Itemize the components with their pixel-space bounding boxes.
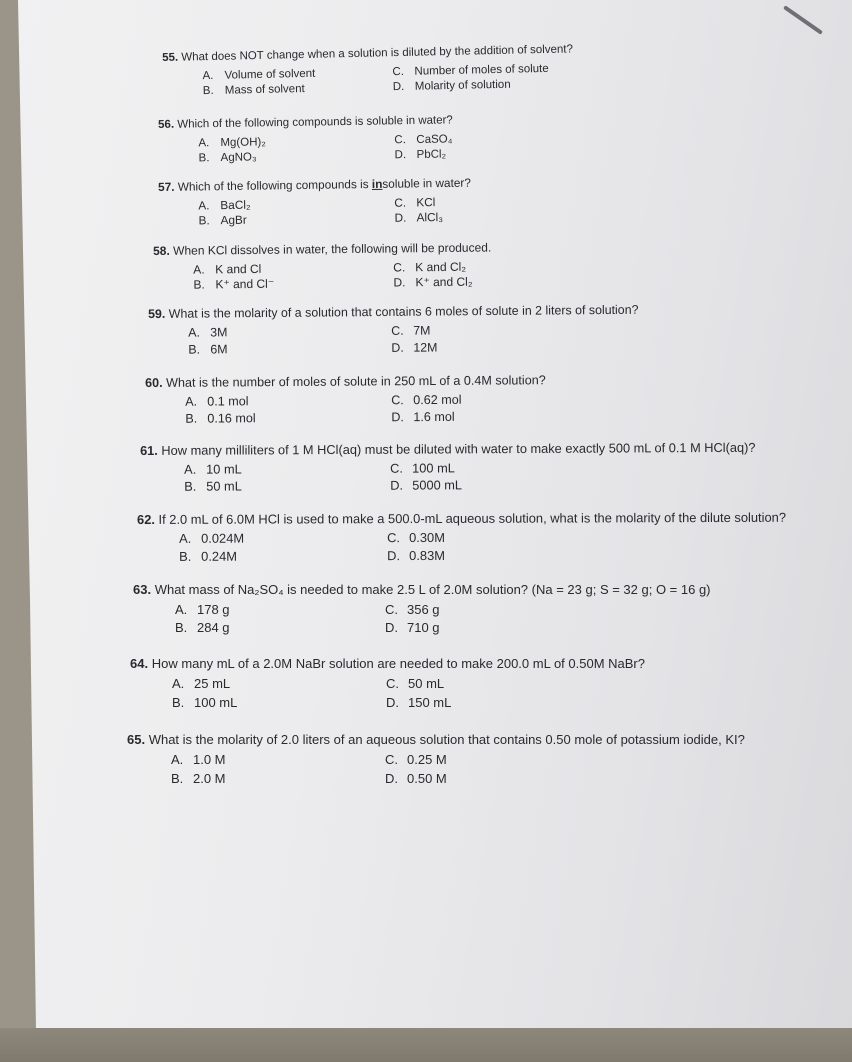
option-a[interactable]: A. Volume of solvent — [202, 67, 316, 83]
option-d[interactable]: D. 1.6 mol — [391, 409, 455, 425]
question-stem: 64. How many mL of a 2.0M NaBr solution are needed to make 200.0 mL of 0.50M NaBr? — [130, 656, 645, 671]
answer-options — [145, 388, 546, 425]
option-b[interactable]: B. 50 mL — [184, 478, 242, 494]
option-b[interactable]: B. 100 mL — [172, 695, 238, 710]
option-a[interactable]: A. 1.0 M — [171, 752, 226, 767]
question-stem: 56. Which of the following compounds is soluble in water? — [158, 114, 453, 131]
answer-options — [153, 255, 492, 293]
option-c[interactable]: C. 50 mL — [386, 676, 445, 691]
option-a[interactable]: A. K and Cl — [193, 261, 262, 277]
option-a[interactable]: A. 3M — [188, 325, 228, 340]
option-d[interactable]: D. 5000 mL — [390, 477, 463, 493]
table-surface — [0, 1028, 852, 1062]
question-59 — [148, 303, 639, 356]
answer-options — [158, 191, 471, 229]
option-b[interactable]: B. K⁺ and Cl⁻ — [193, 276, 275, 292]
question-64 — [130, 656, 645, 710]
option-b[interactable]: B. 0.24M — [179, 548, 238, 564]
option-d[interactable]: D. Molarity of solution — [392, 78, 511, 94]
option-b[interactable]: B. 284 g — [175, 620, 230, 635]
option-a[interactable]: A. 178 g — [175, 602, 230, 617]
option-c[interactable]: C. K and Cl₂ — [393, 259, 467, 275]
option-b[interactable]: B. AgNO₃ — [198, 151, 257, 165]
option-c[interactable]: C. CaSO₄ — [394, 133, 453, 147]
question-57 — [158, 176, 471, 229]
option-d[interactable]: D. PbCl₂ — [394, 148, 447, 162]
question-stem: 61. How many milliliters of 1 M HCl(aq) must be diluted with water to make exactly 500 mL of 0.1 M HCl(aq)? — [140, 439, 756, 458]
question-stem: 60. What is the number of moles of solute in 250 mL of a 0.4M solution? — [145, 373, 546, 390]
option-d[interactable]: D. 0.83M — [387, 547, 446, 564]
question-56 — [158, 113, 453, 167]
option-c[interactable]: C. 100 mL — [390, 460, 455, 476]
option-d[interactable]: D. 0.50 M — [385, 771, 447, 786]
answer-options — [137, 525, 786, 564]
option-c[interactable]: C. 0.30M — [387, 529, 445, 546]
option-c[interactable]: C. Number of moles of solute — [392, 62, 549, 79]
question-stem: 58. When KCl dissolves in water, the following will be produced. — [153, 240, 492, 258]
option-b[interactable]: B. Mass of solvent — [202, 83, 305, 98]
option-c[interactable]: C. 0.62 mol — [391, 392, 462, 408]
option-d[interactable]: D. K⁺ and Cl₂ — [393, 274, 473, 290]
question-stem: 59. What is the molarity of a solution that contains 6 moles of solute in 2 liters of solution? — [148, 302, 639, 321]
answer-options — [127, 747, 745, 786]
option-d[interactable]: D. 12M — [391, 340, 438, 355]
option-b[interactable]: B. 0.16 mol — [185, 411, 256, 426]
option-a[interactable]: A. BaCl₂ — [198, 197, 251, 213]
question-60 — [145, 373, 546, 425]
question-62 — [137, 509, 787, 564]
question-65 — [127, 732, 745, 786]
answer-options — [148, 318, 639, 356]
answer-options — [140, 455, 756, 492]
question-58 — [153, 240, 492, 293]
question-55 — [162, 42, 574, 100]
option-d[interactable]: D. 150 mL — [386, 695, 452, 710]
option-a[interactable]: A. 0.024M — [179, 530, 245, 546]
option-d[interactable]: D. AlCl₃ — [394, 210, 444, 225]
question-61 — [140, 440, 756, 492]
option-b[interactable]: B. AgBr — [198, 212, 247, 228]
option-c[interactable]: C. 0.25 M — [385, 752, 447, 767]
answer-options — [158, 128, 453, 167]
option-a[interactable]: A. 0.1 mol — [185, 394, 249, 409]
option-a[interactable]: A. 25 mL — [172, 676, 231, 691]
option-b[interactable]: B. 2.0 M — [171, 771, 226, 786]
question-stem: 57. Which of the following compounds is insoluble in water? — [158, 175, 471, 194]
option-c[interactable]: C. 356 g — [385, 602, 440, 617]
option-c[interactable]: C. KCl — [394, 195, 436, 210]
question-stem: 63. What mass of Na₂SO₄ is needed to make 2.5 L of 2.0M solution? (Na = 23 g; S = 32 g; O = 16 g) — [133, 582, 711, 597]
question-63 — [133, 582, 711, 635]
option-a[interactable]: A. Mg(OH)₂ — [198, 136, 266, 150]
question-stem: 62. If 2.0 mL of 6.0M HCl is used to make a 500.0-mL aqueous solution, what is the molarity of the dilute solution? — [137, 509, 787, 527]
question-stem: 65. What is the molarity of 2.0 liters of an aqueous solution that contains 0.50 mole of potassium iodide, KI? — [127, 732, 745, 747]
answer-options — [133, 597, 711, 635]
option-b[interactable]: B. 6M — [188, 342, 228, 357]
answer-options — [130, 671, 645, 710]
option-d[interactable]: D. 710 g — [385, 620, 440, 635]
option-c[interactable]: C. 7M — [391, 323, 431, 338]
option-a[interactable]: A. 10 mL — [184, 461, 242, 477]
question-stem: 55. What does NOT change when a solution is diluted by the addition of solvent? — [162, 43, 574, 64]
